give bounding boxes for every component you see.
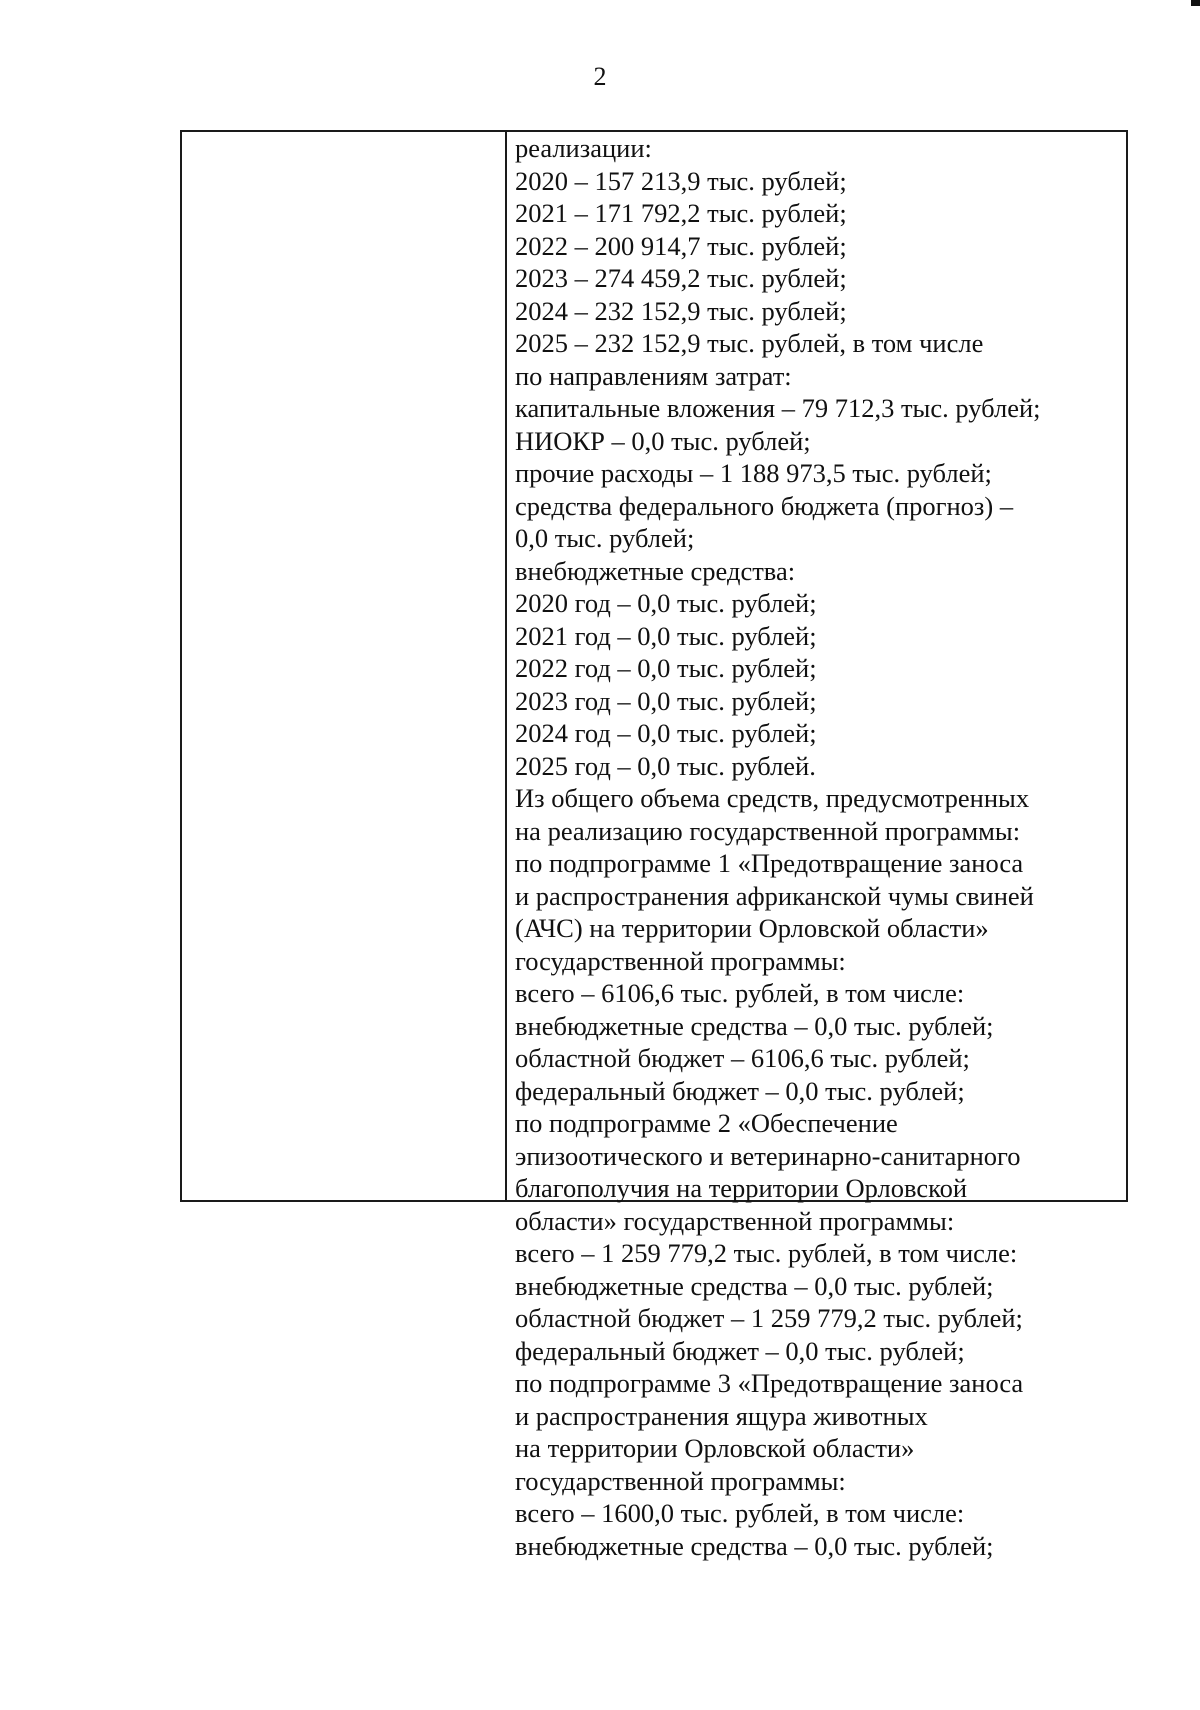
text-line: всего – 1600,0 тыс. рублей, в том числе: (515, 1498, 965, 1528)
text-line: и распространения ящура животных (515, 1400, 928, 1431)
text-line: по направлениям затрат: (515, 360, 792, 391)
text-line: 2025 год – 0,0 тыс. рублей. (515, 750, 816, 781)
financing-table (180, 130, 1128, 1561)
text-line: 2025 – 232 152,9 тыс. рублей, в том числе (515, 328, 984, 358)
scan-mark (1191, 0, 1200, 6)
text-line: 2020 год – 0,0 тыс. рублей; (515, 588, 817, 618)
text-line: по подпрограмме 1 «Предотвращение заноса (515, 848, 1024, 878)
text-line: государственной программы: (515, 1465, 846, 1496)
text-line: внебюджетные средства – 0,0 тыс. рублей; (515, 1270, 994, 1301)
text-line: капитальные вложения – 79 712,3 тыс. рублей; (515, 393, 1041, 423)
text-line: реализации: (515, 133, 652, 163)
text-line: (АЧС) на территории Орловской области» (515, 913, 989, 943)
text-line: по подпрограмме 3 «Предотвращение заноса (515, 1368, 1024, 1398)
text-line: 2023 год – 0,0 тыс. рублей; (515, 685, 817, 716)
text-line: благополучия на территории Орловской (515, 1173, 968, 1203)
text-line: 2024 год – 0,0 тыс. рублей; (515, 718, 817, 748)
text-line: области» государственной программы: (515, 1205, 955, 1236)
text-line: федеральный бюджет – 0,0 тыс. рублей; (515, 1075, 965, 1106)
text-line: 2022 год – 0,0 тыс. рублей; (515, 653, 817, 683)
table-left-cell (182, 132, 507, 1200)
text-line: 2021 год – 0,0 тыс. рублей; (515, 620, 817, 651)
text-line: 2021 – 171 792,2 тыс. рублей; (515, 198, 847, 228)
page-number: 2 (593, 62, 607, 91)
table-right-cell (507, 132, 1126, 1561)
text-line: государственной программы: (515, 945, 846, 976)
text-line: эпизоотического и ветеринарно-санитарного (515, 1140, 1021, 1171)
text-line: 2020 – 157 213,9 тыс. рублей; (515, 165, 847, 196)
text-line: 2023 – 274 459,2 тыс. рублей; (515, 263, 847, 293)
text-line: всего – 1 259 779,2 тыс. рублей, в том числе: (515, 1238, 1018, 1268)
text-line: 2024 – 232 152,9 тыс. рублей; (515, 295, 847, 326)
text-line: на территории Орловской области» (515, 1433, 915, 1463)
text-line: на реализацию государственной программы: (515, 815, 1021, 846)
text-line: областной бюджет – 6106,6 тыс. рублей; (515, 1043, 970, 1073)
text-line: Из общего объема средств, предусмотренных (515, 783, 1030, 813)
text-line: по подпрограмме 2 «Обеспечение (515, 1108, 898, 1138)
text-line: внебюджетные средства: (515, 555, 796, 586)
text-line: 2022 – 200 914,7 тыс. рублей; (515, 230, 847, 261)
text-line: федеральный бюджет – 0,0 тыс. рублей; (515, 1335, 965, 1366)
text-line: и распространения африканской чумы свиней (515, 880, 1034, 911)
text-line: внебюджетные средства – 0,0 тыс. рублей; (515, 1530, 994, 1561)
text-line: 0,0 тыс. рублей; (515, 523, 695, 553)
text-line: областной бюджет – 1 259 779,2 тыс. рублей; (515, 1303, 1023, 1333)
text-line: прочие расходы – 1 188 973,5 тыс. рублей; (515, 458, 992, 488)
text-line: НИОКР – 0,0 тыс. рублей; (515, 425, 811, 456)
text-line: всего – 6106,6 тыс. рублей, в том числе: (515, 978, 965, 1008)
text-line: внебюджетные средства – 0,0 тыс. рублей; (515, 1010, 994, 1041)
text-line: средства федерального бюджета (прогноз) – (515, 490, 1014, 521)
